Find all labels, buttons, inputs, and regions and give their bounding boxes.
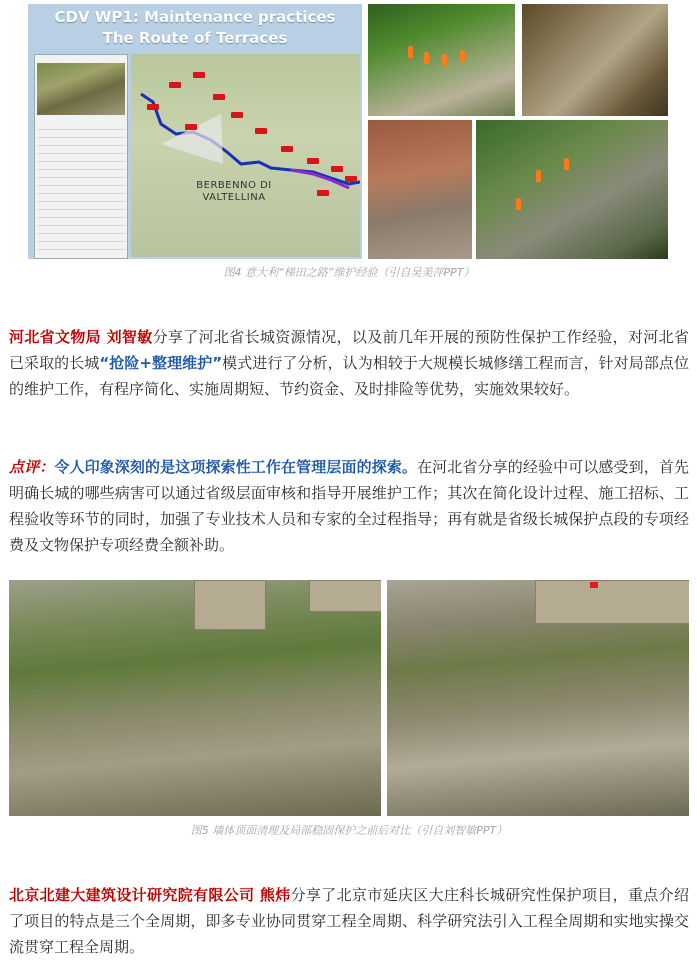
- photo-stone-wall: [368, 120, 472, 259]
- speaker-name: 北京北建大建筑设计研究院有限公司 熊炜: [9, 886, 291, 904]
- photo-wall-before: [9, 580, 381, 816]
- highlight-text: “抢险+整理维护”: [99, 354, 223, 372]
- map-marker: [345, 176, 357, 182]
- map-marker: [317, 190, 329, 196]
- watchtower: [309, 580, 381, 612]
- figure-5-caption: 图5 墙体顶面清理及局部稳固保护之前后对比（引自刘智敏PPT）: [190, 824, 508, 837]
- paragraph-hebei: [9, 324, 689, 402]
- map-marker: [213, 94, 225, 100]
- comment-label: 点评：: [9, 458, 55, 476]
- worker-figure: [460, 50, 465, 62]
- callout-shape: [161, 114, 223, 164]
- slide-title-line2: The Route of Terraces: [102, 29, 288, 47]
- map-marker: [331, 166, 343, 172]
- watchtower: [535, 580, 689, 624]
- paragraph-text: 在河北省分享的经验中可以感受到，首先明确长城的哪些病害可以通过省级层面审核和指导开展维护工作；其次在简化设计过程、施工招标、工程验收等环节的同时，加强了专业技术人员和专家的全过程指导；再有就是省级长城保护点段的专项经费及文物保护专项经费全额补助。: [9, 458, 689, 554]
- photo-workers-on-path: [368, 4, 515, 116]
- worker-figure: [536, 170, 541, 182]
- worker-figure: [442, 54, 447, 66]
- paragraph-text: 分享了河北省长城资源情况，以及前几年开展的预防性保护工作经验，对河北省已采取的长城: [9, 328, 689, 372]
- worker-figure: [424, 52, 429, 64]
- figure-4-caption: 图4 意大利“梯田之路”维护经验（引自吴美萍PPT）: [223, 266, 475, 279]
- paragraph-comment: [9, 454, 689, 558]
- watchtower: [194, 580, 266, 630]
- slide-title-line1: CDV WP1: Maintenance practices: [54, 8, 336, 26]
- presentation-slide: [28, 4, 362, 259]
- photo-workers-on-terrace: [476, 120, 668, 259]
- map-marker: [185, 124, 197, 130]
- map-marker: [169, 82, 181, 88]
- figure-4: [28, 4, 668, 259]
- route-line-segment: [291, 170, 349, 188]
- paragraph-text: 分享了北京市延庆区大庄科长城研究性保护项目，重点介绍了项目的特点是三个全周期，即多专业协同贯穿工程全周期、科学研究法引入工程全周期和实地实操交流贯穿工程全周期。: [9, 886, 689, 956]
- worker-figure: [408, 46, 413, 58]
- slide-title: [28, 4, 362, 55]
- highlight-text: 令人印象深刻的是这项探索性工作在管理层面的探索。: [54, 458, 418, 476]
- attribute-panel: [34, 54, 128, 259]
- map-marker: [281, 146, 293, 152]
- map-marker: [147, 104, 159, 110]
- worker-figure: [516, 198, 521, 210]
- map-place-label: BERBENNO DI VALTELLINA: [196, 180, 272, 203]
- worker-figure: [564, 158, 569, 170]
- speaker-name: 河北省文物局 刘智敏: [9, 328, 153, 346]
- paragraph-text: 模式进行了分析，认为相较于大规模长城修缮工程而言，针对局部点位的维护工作，有程序简化、实施周期短、节约资金、及时排险等优势，实施效果较好。: [9, 354, 689, 398]
- terrace-route-map: [131, 54, 360, 257]
- photo-wall-after: [387, 580, 689, 816]
- panel-photo: [37, 63, 125, 115]
- map-marker: [307, 158, 319, 164]
- map-marker: [255, 128, 267, 134]
- route-map-svg: [131, 54, 360, 257]
- map-marker: [193, 72, 205, 78]
- red-flag: [590, 582, 598, 588]
- map-marker: [231, 112, 243, 118]
- paragraph-beijing: [9, 882, 689, 960]
- photo-timber-steps: [522, 4, 668, 116]
